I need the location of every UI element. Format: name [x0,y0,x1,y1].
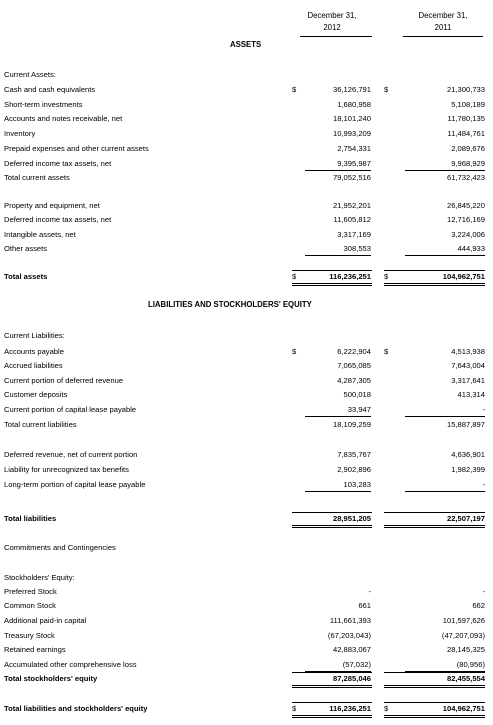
total-rule-bottom-2011 [384,525,485,526]
row-label: Other assets [4,244,48,253]
value-2012: 500,018 [343,390,371,399]
value-2011: 11,780,135 [447,114,485,123]
value-2012: 42,883,067 [332,645,371,654]
section-title-assets: ASSETS [230,40,262,49]
value-2012: 116,236,251 [329,704,371,713]
value-2011: 26,845,220 [446,201,485,210]
total-double-rule-2012 [292,285,372,286]
total-rule-top-2011 [384,270,485,271]
dollar-sign-2012: $ [292,272,297,281]
row-label: Total liabilities and stockholders' equity [4,704,148,713]
total-rule-bottom-2012 [292,525,372,526]
subtotal-rule-2012 [305,255,371,256]
value-2011: 662 [472,601,485,610]
value-2012: 10,993,209 [332,129,371,138]
value-2012: 1,680,958 [337,100,371,109]
header-underline-2011 [403,36,483,37]
row-label: Cash and cash equivalents [4,85,96,94]
dollar-sign-2011: $ [384,704,389,713]
row-label: Current portion of deferred revenue [4,376,124,385]
total-rule-bottom-2011 [384,283,485,284]
dollar-sign-2011: $ [384,272,389,281]
total-double-rule-2011 [384,687,485,688]
row-label: Intangible assets, net [4,230,76,239]
total-rule-top-2012 [292,672,372,673]
value-2012: 18,101,240 [332,114,371,123]
total-rule-top-2012 [292,512,372,513]
total-rule-bottom-2012 [292,685,372,686]
value-2011: 4,513,938 [451,347,485,356]
row-label: Preferred Stock [4,587,57,596]
value-2012: 103,283 [343,480,371,489]
total-rule-top-2012 [292,270,372,271]
dollar-sign-2012: $ [292,85,297,94]
value-2011: 22,507,197 [446,514,485,523]
row-label: Accounts payable [4,347,64,356]
subtotal-rule-2011 [405,255,485,256]
value-2011: 1,982,399 [451,465,485,474]
row-label: Total assets [4,272,48,281]
row-label: Total current liabilities [4,420,77,429]
subtotal-rule-2012 [305,416,371,417]
row-label: Current Liabilities: [4,331,65,340]
subtotal-rule-2011 [405,416,485,417]
row-label: Deferred revenue, net of current portion [4,450,138,459]
value-2012: - [368,587,371,596]
total-double-rule-2011 [384,285,485,286]
subtotal-rule-2012 [305,170,371,171]
value-2011: 3,224,006 [451,230,485,239]
value-2011: 413,314 [457,390,485,399]
value-2011: 28,145,325 [446,645,485,654]
section-title-liabilities-equity: LIABILITIES AND STOCKHOLDERS' EQUITY [148,300,312,309]
row-label: Inventory [4,129,36,138]
total-double-rule-2012 [292,527,372,528]
row-label: Accumulated other comprehensive loss [4,660,137,669]
subtotal-rule-2011 [405,491,485,492]
value-2012: (57,032) [342,660,371,669]
row-label: Long-term portion of capital lease payable [4,480,146,489]
dollar-sign-2011: $ [384,85,389,94]
column-header-2012: December 31, 2012 [307,11,357,32]
value-2012: (67,203,043) [327,631,371,640]
value-2011: 12,716,169 [446,215,485,224]
total-double-rule-2012 [292,687,372,688]
row-label: Treasury Stock [4,631,55,640]
column-header-2011: December 31, 2011 [418,11,468,32]
value-2011: 5,108,189 [451,100,485,109]
value-2011: 61,732,423 [446,173,485,182]
row-label: Accounts and notes receivable, net [4,114,123,123]
value-2012: 2,902,896 [337,465,371,474]
value-2011: (80,956) [456,660,485,669]
value-2011: 15,887,897 [446,420,485,429]
value-2012: 4,287,305 [337,376,371,385]
total-rule-top-2011 [384,512,485,513]
value-2012: 18,109,259 [332,420,371,429]
value-2011: - [482,587,485,596]
value-2011: 11,484,761 [447,129,485,138]
row-label: Current portion of capital lease payable [4,405,137,414]
row-label: Property and equipment, net [4,201,100,210]
row-label: Retained earnings [4,645,66,654]
dollar-sign-2011: $ [384,347,389,356]
row-label: Accrued liabilities [4,361,63,370]
total-rule-top-2012 [292,702,372,703]
total-rule-bottom-2011 [384,685,485,686]
value-2012: 21,952,201 [332,201,371,210]
value-2011: 104,962,751 [442,272,485,281]
value-2012: 6,222,904 [337,347,371,356]
row-label: Deferred income tax assets, net [4,215,112,224]
row-label: Commitments and Contingencies [4,543,116,552]
row-label: Stockholders' Equity: [4,573,75,582]
value-2012: 111,661,393 [329,616,371,625]
row-label: Common Stock [4,601,56,610]
value-2011: 4,636,901 [451,450,485,459]
value-2011: 7,643,004 [451,361,485,370]
value-2012: 2,754,331 [337,144,371,153]
dollar-sign-2012: $ [292,704,297,713]
value-2012: 661 [358,601,371,610]
value-2012: 36,126,791 [332,85,371,94]
value-2012: 33,947 [347,405,371,414]
row-label: Current Assets: [4,70,56,79]
total-double-rule-2011 [384,527,485,528]
row-label: Prepaid expenses and other current assets [4,144,149,153]
total-rule-top-2011 [384,672,485,673]
value-2012: 79,052,516 [332,173,371,182]
total-rule-top-2011 [384,702,485,703]
value-2011: (47,207,093) [441,631,485,640]
value-2011: - [482,480,485,489]
total-rule-bottom-2012 [292,715,372,716]
subtotal-rule-2012 [305,491,371,492]
value-2011: 21,300,733 [446,85,485,94]
value-2011: 104,962,751 [442,704,485,713]
dollar-sign-2012: $ [292,347,297,356]
subtotal-rule-2011 [405,170,485,171]
row-label: Additional paid-in capital [4,616,87,625]
row-label: Total current assets [4,173,70,182]
value-2011: 444,933 [457,244,485,253]
value-2011: 3,317,641 [451,376,485,385]
row-label: Customer deposits [4,390,68,399]
value-2012: 3,317,169 [337,230,371,239]
value-2011: - [482,405,485,414]
value-2011: 82,455,554 [446,674,485,683]
value-2012: 116,236,251 [329,272,371,281]
value-2012: 7,065,085 [337,361,371,370]
total-double-rule-2012 [292,717,372,718]
value-2011: 9,968,929 [451,159,485,168]
row-label: Liability for unrecognized tax benefits [4,465,129,474]
value-2012: 11,605,812 [333,215,371,224]
value-2011: 2,089,676 [451,144,485,153]
value-2012: 308,553 [343,244,371,253]
value-2011: 101,597,626 [442,616,485,625]
total-double-rule-2011 [384,717,485,718]
row-label: Short-term investments [4,100,83,109]
value-2012: 9,395,987 [337,159,371,168]
total-rule-bottom-2011 [384,715,485,716]
value-2012: 7,835,767 [337,450,371,459]
header-underline-2012 [300,36,372,37]
row-label: Total stockholders' equity [4,674,98,683]
row-label: Deferred income tax assets, net [4,159,112,168]
total-rule-bottom-2012 [292,283,372,284]
value-2012: 87,285,046 [332,674,371,683]
value-2012: 28,951,205 [332,514,371,523]
row-label: Total liabilities [4,514,57,523]
